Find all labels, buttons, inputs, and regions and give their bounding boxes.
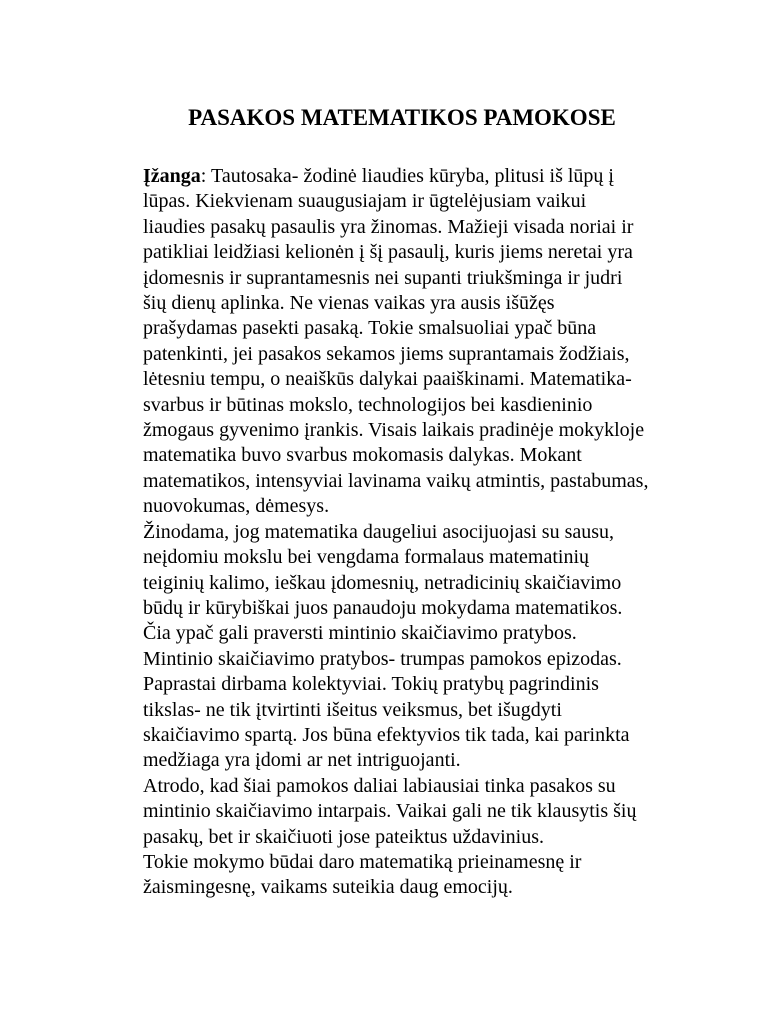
text-line: nuovokumas, dėmesys.	[143, 495, 330, 518]
text-line: šių dienų aplinka. Ne vienas vaikas yra ausis išūžęs	[143, 292, 555, 315]
intro-line	[143, 164, 743, 189]
document-title: PASAKOS MATEMATIKOS PAMOKOSE	[188, 105, 616, 130]
text-line: Mintinio skaičiavimo pratybos- trumpas pamokos epizodas.	[143, 647, 622, 670]
text-line: žaismingesnę, vaikams suteikia daug emocijų.	[143, 876, 513, 899]
text-line: Tokie mokymo būdai daro matematiką prieinamesnę ir	[143, 850, 582, 873]
text-line: žmogaus gyvenimo įrankis. Visais laikais pradinėje mokykloje	[143, 419, 645, 442]
text-line: patenkinti, jei pasakos sekamos jiems suprantamais žodžiais,	[143, 342, 630, 365]
text-line: patikliai leidžiasi kelionėn į šį pasaulį, kuris jiems neretai yra	[143, 241, 633, 264]
text-line: lėtesniu tempu, o neaiškūs dalykai paaiškinami. Matematika-	[143, 368, 632, 391]
text-line: Žinodama, jog matematika daugeliui asocijuojasi su sausu,	[143, 520, 615, 543]
text-line: būdų ir kūrybiškai juos panaudoju mokydama matematikos.	[143, 596, 623, 619]
document-body	[143, 164, 743, 901]
text-line: pasakų, bet ir skaičiuoti jose pateiktus uždavinius.	[143, 825, 545, 848]
text-line: teiginių kalimo, ieškau įdomesnių, netradicinių skaičiavimo	[143, 571, 622, 594]
text-line: įdomesnis ir suprantamesnis nei supanti triukšminga ir judri	[143, 266, 623, 289]
text-line: liaudies pasakų pasaulis yra žinomas. Mažieji visada noriai ir	[143, 215, 634, 238]
text-line: matematika buvo svarbus mokomasis dalykas. Mokant	[143, 444, 582, 467]
text-line: skaičiavimo spartą. Jos būna efektyvios tik tada, kai parinkta	[143, 723, 630, 746]
text-line: Atrodo, kad šiai pamokos daliai labiausiai tinka pasakos su	[143, 774, 616, 797]
text-line: prašydamas pasekti pasaką. Tokie smalsuoliai ypač būna	[143, 317, 597, 340]
text-line: neįdomiu mokslu bei vengdama formalaus matematinių	[143, 546, 590, 569]
text-line: tikslas- ne tik įtvirtinti išeitus veiksmus, bet išugdyti	[143, 698, 562, 721]
text-line: mintinio skaičiavimo intarpais. Vaikai gali ne tik klausytis šių	[143, 800, 637, 823]
text-line: medžiaga yra įdomi ar net intriguojanti.	[143, 749, 461, 772]
text-line: Paprastai dirbama kolektyviai. Tokių pratybų pagrindinis	[143, 673, 599, 696]
text-line: svarbus ir būtinas mokslo, technologijos bei kasdieninio	[143, 393, 593, 416]
text-line: matematikos, intensyviai lavinama vaikų atmintis, pastabumas,	[143, 469, 649, 492]
intro-label: Įžanga	[143, 165, 201, 187]
text-line: lūpas. Kiekvienam suaugusiajam ir ūgtelėjusiam vaikui	[143, 190, 587, 213]
intro-text: : Tautosaka- žodinė liaudies kūryba, plitusi iš lūpų į	[200, 165, 614, 187]
text-line: Čia ypač gali praversti mintinio skaičiavimo pratybos.	[143, 622, 577, 645]
